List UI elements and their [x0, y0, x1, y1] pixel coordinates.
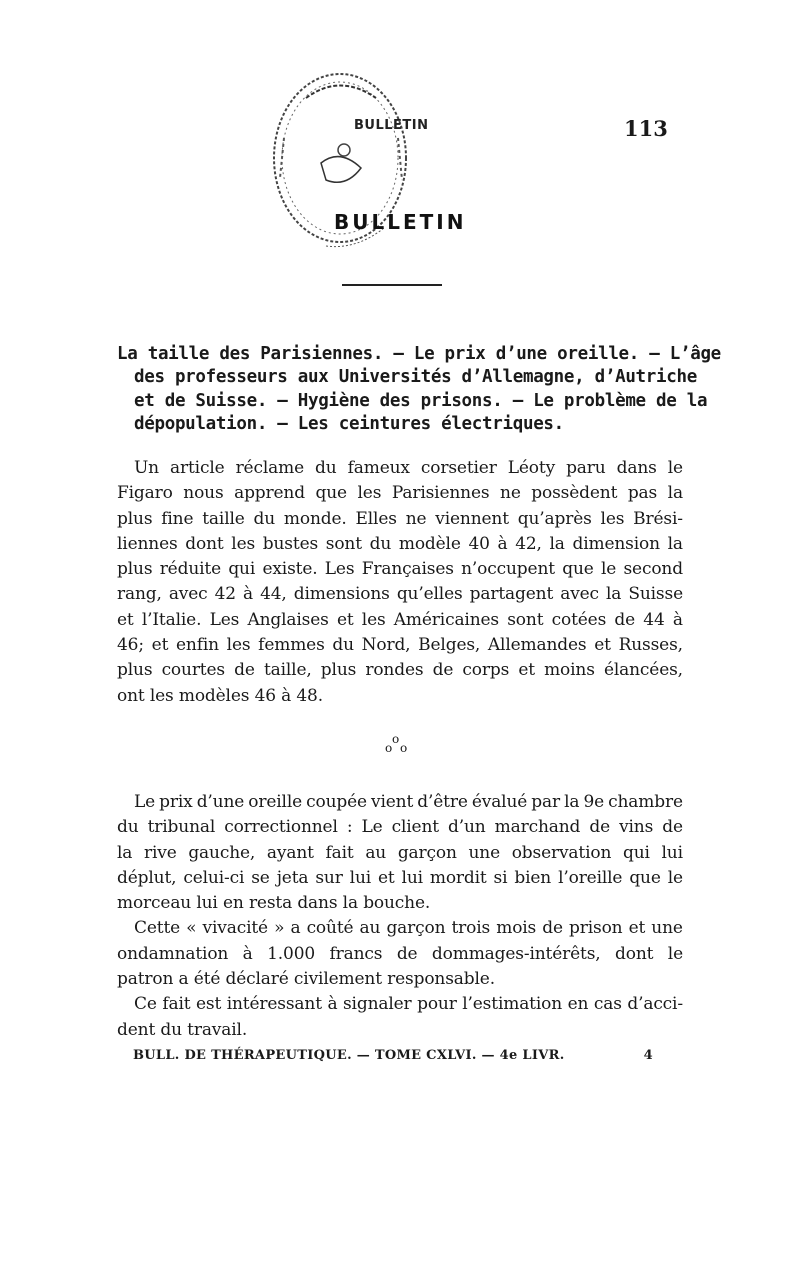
page-number: 113: [624, 116, 668, 141]
footer-journal-info: BULL. DE THÉRAPEUTIQUE. — TOME CXLVI. — 4e LIVR.: [133, 1048, 565, 1063]
text-line: et l’Italie. Les Anglaises et les Américaines sont cotées de 44 à: [117, 609, 683, 630]
section-ornament: [378, 732, 418, 756]
ornament-mark: o: [392, 732, 400, 746]
text-line: liennes dont les bustes sont du modèle 40 à 42, la dimension la: [117, 533, 683, 554]
text-line: la rive gauche, ayant fait au garçon une observation qui lui: [117, 842, 683, 863]
text-line: Le prix d’une oreille coupée vient d’être évalué par la 9e chambre: [134, 792, 683, 812]
summary-line: La taille des Parisiennes. — Le prix d’une oreille. — L’âge: [117, 344, 721, 364]
text-line: ont les modèles 46 à 48.: [117, 685, 323, 706]
text-line: plus courtes de taille, plus rondes de corps et moins élancées,: [117, 660, 683, 681]
text-line: Un article réclame du fameux corsetier Léoty paru dans le: [134, 458, 683, 478]
stamp-label-bottom: BULLETIN: [334, 210, 467, 234]
text-line: ondamnation à 1.000 francs de dommages-intérêts, dont le: [117, 943, 683, 964]
stamp-label-top: BULLETIN: [354, 118, 429, 133]
text-line: Ce fait est intéressant à signaler pour l’estimation en cas d’acci-: [134, 994, 683, 1015]
summary-line: dépopulation. — Les ceintures électriques.: [134, 413, 564, 434]
summary-block: [117, 343, 721, 436]
paragraph-ear-price: [117, 790, 683, 1043]
text-line: rang, avec 42 à 44, dimensions qu’elles partagent avec la Suisse: [117, 584, 683, 605]
text-line: plus fine taille du monde. Elles ne viennent qu’après les Brési-: [117, 508, 683, 529]
text-line: 46; et enfin les femmes du Nord, Belges, Allemandes et Russes,: [117, 635, 683, 656]
text-line: du tribunal correctionnel : Le client d’un marchand de vins de: [117, 817, 683, 838]
text-line: patron a été déclaré civilement responsable.: [117, 969, 495, 990]
ornament-mark: o: [385, 741, 393, 755]
summary-line: des professeurs aux Universités d’Allemagne, d’Autriche: [134, 367, 697, 388]
text-line: dent du travail.: [117, 1019, 248, 1040]
text-line: déplut, celui-ci se jeta sur lui et lui mordit si bien l’oreille que le: [117, 867, 683, 888]
title-rule: [342, 284, 442, 286]
text-line: morceau lui en resta dans la bouche.: [117, 893, 431, 914]
library-stamp: [266, 68, 467, 260]
paragraph-corset-sizes: [117, 456, 683, 709]
text-line: Cette « vivacité » a coûté au garçon trois mois de prison et une: [134, 918, 683, 939]
ornament-mark: o: [400, 741, 408, 755]
footer-signature-mark: 4: [643, 1048, 653, 1063]
text-line: Figaro nous apprend que les Parisiennes ne possèdent pas la: [117, 483, 683, 504]
text-line: plus réduite qui existe. Les Françaises n’occupent que le second: [117, 559, 683, 580]
summary-line: et de Suisse. — Hygiène des prisons. – Le problème de la: [134, 390, 708, 411]
page-footer: [133, 1048, 653, 1063]
